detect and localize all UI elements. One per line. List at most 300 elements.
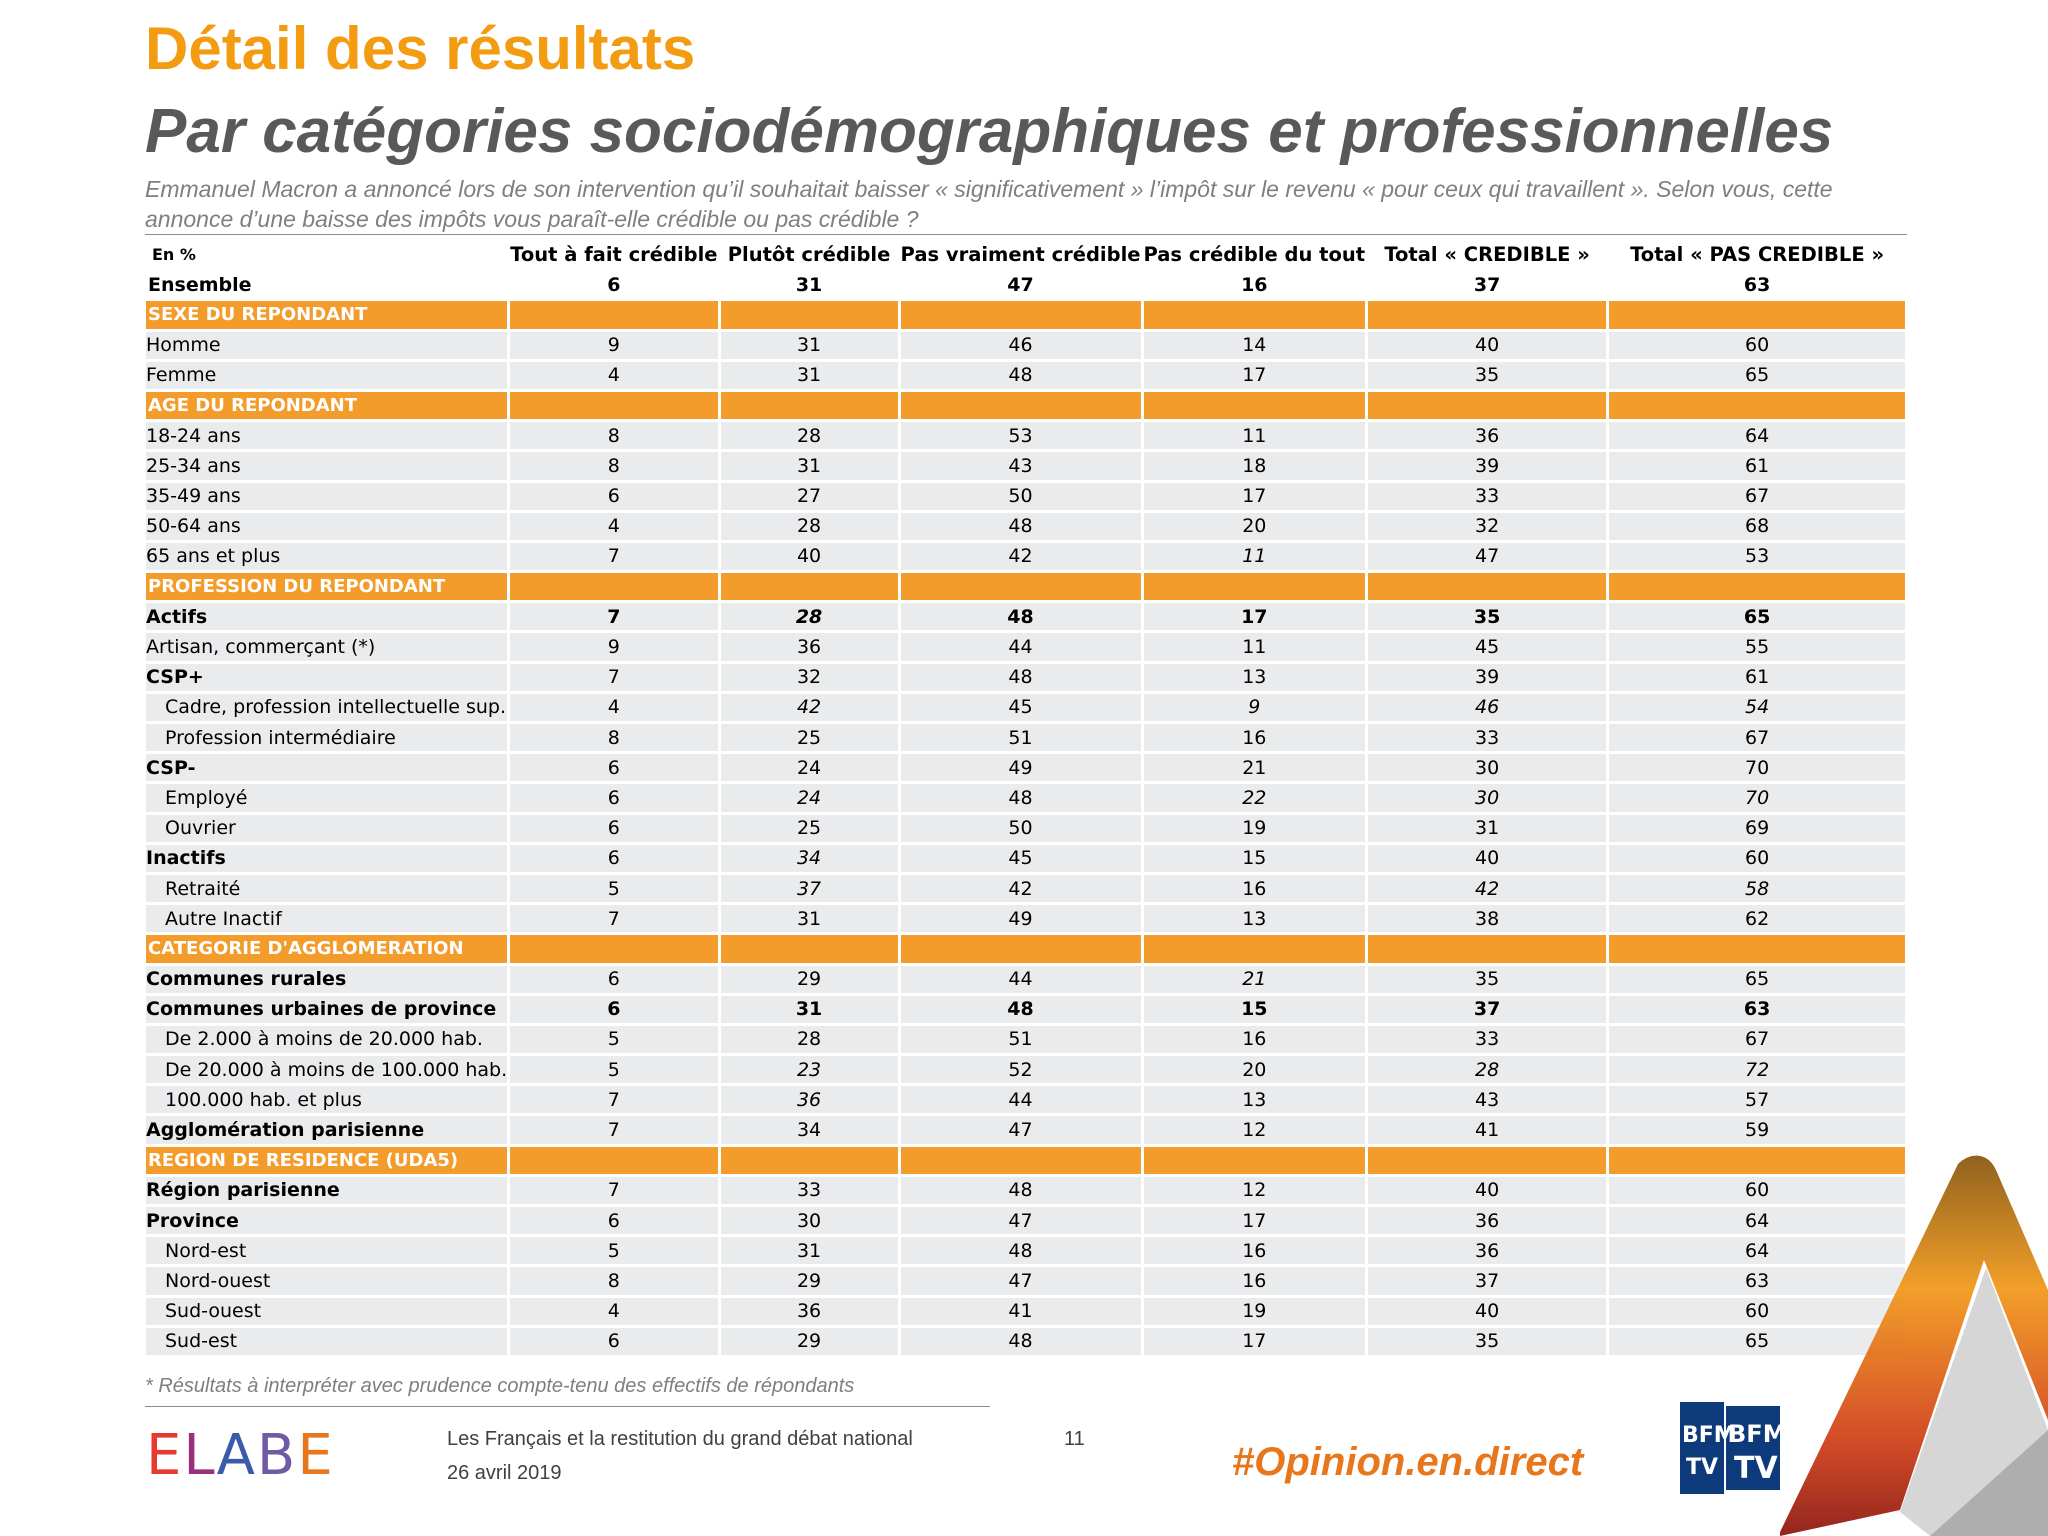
logo-letter: E (146, 1423, 184, 1488)
row-label: Communes urbaines de province (146, 996, 507, 1023)
table-cell: 38 (1368, 905, 1606, 932)
table-cell: 33 (1368, 483, 1606, 510)
table-cell: 16 (1144, 1026, 1366, 1053)
table-cell: 41 (901, 1298, 1141, 1325)
table-row (146, 966, 1905, 993)
table-cell: 65 (1609, 1328, 1905, 1355)
table-cell: 48 (901, 603, 1141, 630)
table-row (146, 452, 1905, 479)
table-cell: 8 (510, 452, 717, 479)
table-cell: 12 (1144, 1116, 1366, 1143)
table-cell: 48 (901, 664, 1141, 691)
column-header: Total « CREDIBLE » (1368, 241, 1606, 268)
elabe-logo (146, 1423, 335, 1488)
table-cell: 36 (1368, 1207, 1606, 1234)
row-label: 18-24 ans (146, 422, 507, 449)
table-cell: 7 (510, 603, 717, 630)
table-cell: 31 (1368, 815, 1606, 842)
logo-letter: B (256, 1423, 298, 1488)
row-label: SEXE DU REPONDANT (146, 301, 507, 328)
table-cell: 6 (510, 966, 717, 993)
table-cell: 21 (1144, 754, 1366, 781)
row-label: 65 ans et plus (146, 543, 507, 570)
table-cell: 36 (721, 1086, 898, 1113)
table-cell: 44 (901, 633, 1141, 660)
row-label: Nord-ouest (146, 1267, 507, 1294)
table-cell: 58 (1609, 875, 1905, 902)
table-row (146, 1026, 1905, 1053)
table-cell: 4 (510, 694, 717, 721)
table-cell: 35 (1368, 362, 1606, 389)
table-row (146, 603, 1905, 630)
table-row (146, 784, 1905, 811)
table-cell: 15 (1144, 996, 1366, 1023)
table-cell: 50 (901, 815, 1141, 842)
table-cell: 47 (901, 1207, 1141, 1234)
table-row (146, 422, 1905, 449)
table-cell: 50 (901, 483, 1141, 510)
row-label: Employé (146, 784, 507, 811)
study-date: 26 avril 2019 (447, 1462, 562, 1484)
table-cell (1144, 301, 1366, 328)
table-cell: 8 (510, 724, 717, 751)
table-row (146, 1328, 1905, 1355)
row-label: Province (146, 1207, 507, 1234)
row-label: CATEGORIE D'AGGLOMERATION (146, 935, 507, 962)
row-label: Retraité (146, 875, 507, 902)
table-cell (1368, 573, 1606, 600)
hashtag: #Opinion.en.direct (1232, 1440, 1584, 1484)
table-cell: 20 (1144, 513, 1366, 540)
bfm-tv-logo (1680, 1402, 1787, 1494)
table-cell: 40 (1368, 845, 1606, 872)
table-cell: 35 (1368, 603, 1606, 630)
row-label: De 20.000 à moins de 100.000 hab. (146, 1056, 507, 1083)
table-cell: 7 (510, 543, 717, 570)
table-section-row (146, 935, 1905, 962)
table-cell (1144, 392, 1366, 419)
row-label: CSP- (146, 754, 507, 781)
table-cell (510, 573, 717, 600)
table-cell: 8 (510, 1267, 717, 1294)
table-row (146, 845, 1905, 872)
table-cell: 43 (901, 452, 1141, 479)
page-subtitle: Par catégories sociodémographiques et professionnelles (145, 97, 1834, 166)
table-cell: 48 (901, 362, 1141, 389)
table-cell (1609, 301, 1905, 328)
table-cell: 13 (1144, 664, 1366, 691)
table-cell: 67 (1609, 483, 1905, 510)
row-label: 35-49 ans (146, 483, 507, 510)
table-cell: 48 (901, 1177, 1141, 1204)
table-cell: 28 (1368, 1056, 1606, 1083)
row-label: Artisan, commerçant (*) (146, 633, 507, 660)
table-cell: 33 (1368, 724, 1606, 751)
table-cell: 9 (510, 633, 717, 660)
table-cell: 67 (1609, 1026, 1905, 1053)
table-cell: 20 (1144, 1056, 1366, 1083)
table-cell: 14 (1144, 332, 1366, 359)
table-cell: 62 (1609, 905, 1905, 932)
table-cell: 37 (1368, 1267, 1606, 1294)
table-cell: 60 (1609, 1177, 1905, 1204)
table-cell: 21 (1144, 966, 1366, 993)
table-cell: 28 (721, 1026, 898, 1053)
column-header: Total « PAS CREDIBLE » (1609, 241, 1905, 268)
table-cell: 17 (1144, 362, 1366, 389)
study-title: Les Français et la restitution du grand débat national (447, 1428, 913, 1450)
logo-letter: E (297, 1423, 335, 1488)
table-cell: 32 (1368, 513, 1606, 540)
table-cell: 36 (721, 633, 898, 660)
table-cell: 5 (510, 875, 717, 902)
table-cell: 6 (510, 1207, 717, 1234)
table-cell: 42 (721, 694, 898, 721)
table-row (146, 1056, 1905, 1083)
table-cell: 5 (510, 1056, 717, 1083)
table-cell: 5 (510, 1026, 717, 1053)
table-cell: 4 (510, 362, 717, 389)
table-cell: 7 (510, 1116, 717, 1143)
row-label: Profession intermédiaire (146, 724, 507, 751)
svg-text:TV: TV (1734, 1451, 1778, 1486)
row-label: Sud-est (146, 1328, 507, 1355)
table-row (146, 633, 1905, 660)
table-cell: 37 (1368, 271, 1606, 298)
table-cell (1144, 573, 1366, 600)
table-cell: 55 (1609, 633, 1905, 660)
survey-question: Emmanuel Macron a annoncé lors de son intervention qu’il souhaitait baisser « significativement » l’impôt sur le revenu « pour ceux qui travaillent ». Selon vous, cette annonce d’une baisse des impôts vous paraît-elle crédible ou pas crédible ? (145, 176, 1833, 232)
table-cell: 4 (510, 1298, 717, 1325)
table-cell: 16 (1144, 271, 1366, 298)
study-info (447, 1422, 913, 1490)
table-cell (1368, 935, 1606, 962)
table-cell: 36 (1368, 422, 1606, 449)
table-cell: 46 (901, 332, 1141, 359)
table-cell (901, 301, 1141, 328)
page-number: 11 (1064, 1428, 1085, 1450)
row-label: REGION DE RESIDENCE (UDA5) (146, 1147, 507, 1174)
table-cell: 44 (901, 966, 1141, 993)
svg-text:BFM: BFM (1682, 1423, 1736, 1448)
table-cell: 60 (1609, 845, 1905, 872)
table-row (146, 1298, 1905, 1325)
table-cell (1368, 301, 1606, 328)
table-cell (1609, 573, 1905, 600)
row-label: Cadre, profession intellectuelle sup. (146, 694, 507, 721)
row-label: Sud-ouest (146, 1298, 507, 1325)
table-cell: 67 (1609, 724, 1905, 751)
table-cell: 51 (901, 1026, 1141, 1053)
table-cell (721, 301, 898, 328)
row-label: PROFESSION DU REPONDANT (146, 573, 507, 600)
table-section-row (146, 1147, 1905, 1174)
table-cell: 16 (1144, 1237, 1366, 1264)
table-cell: 43 (1368, 1086, 1606, 1113)
table-cell (1144, 935, 1366, 962)
table-cell: 30 (1368, 784, 1606, 811)
table-cell: 63 (1609, 996, 1905, 1023)
logo-letter: A (216, 1423, 257, 1488)
table-row (146, 332, 1905, 359)
table-cell: 16 (1144, 724, 1366, 751)
table-cell: 35 (1368, 966, 1606, 993)
column-header: Tout à fait crédible (510, 241, 717, 268)
row-label: Femme (146, 362, 507, 389)
table-cell: 70 (1609, 784, 1905, 811)
table-cell: 48 (901, 996, 1141, 1023)
table-cell: 17 (1144, 603, 1366, 630)
table-row (146, 1177, 1905, 1204)
svg-text:BFM: BFM (1728, 1420, 1787, 1448)
row-label: Homme (146, 332, 507, 359)
table-header-row (146, 241, 1905, 268)
table-section-row (146, 301, 1905, 328)
row-label: Actifs (146, 603, 507, 630)
table-cell (510, 392, 717, 419)
table-cell (1609, 392, 1905, 419)
table-cell: 17 (1144, 1328, 1366, 1355)
table-cell: 6 (510, 754, 717, 781)
table-cell: 7 (510, 1086, 717, 1113)
footnote-divider (145, 1406, 990, 1407)
table-cell: 41 (1368, 1116, 1606, 1143)
table-cell: 24 (721, 784, 898, 811)
table-cell: 40 (1368, 332, 1606, 359)
table-row (146, 664, 1905, 691)
table-cell (1144, 1147, 1366, 1174)
table-cell: 39 (1368, 664, 1606, 691)
row-label: De 2.000 à moins de 20.000 hab. (146, 1026, 507, 1053)
row-label: 100.000 hab. et plus (146, 1086, 507, 1113)
table-row (146, 815, 1905, 842)
table-cell: 29 (721, 966, 898, 993)
table-cell: 5 (510, 1237, 717, 1264)
table-cell: 25 (721, 815, 898, 842)
table-cell: 45 (901, 694, 1141, 721)
table-cell: 37 (1368, 996, 1606, 1023)
logo-letter: L (183, 1423, 217, 1488)
table-cell: 70 (1609, 754, 1905, 781)
table-section-row (146, 392, 1905, 419)
row-label: 25-34 ans (146, 452, 507, 479)
table-cell: 15 (1144, 845, 1366, 872)
table-cell: 68 (1609, 513, 1905, 540)
table-cell (1609, 935, 1905, 962)
table-row (146, 1116, 1905, 1143)
row-label: Inactifs (146, 845, 507, 872)
table-cell: 40 (1368, 1298, 1606, 1325)
table-cell: 19 (1144, 1298, 1366, 1325)
table-cell: 12 (1144, 1177, 1366, 1204)
table-cell: 49 (901, 754, 1141, 781)
table-cell (901, 935, 1141, 962)
table-row (146, 875, 1905, 902)
column-header: Plutôt crédible (721, 241, 898, 268)
table-cell: 47 (901, 271, 1141, 298)
table-cell: 8 (510, 422, 717, 449)
table-cell: 31 (721, 332, 898, 359)
table-cell (901, 392, 1141, 419)
column-header: En % (146, 241, 507, 268)
row-label: CSP+ (146, 664, 507, 691)
table-cell: 34 (721, 1116, 898, 1143)
table-section-row (146, 573, 1905, 600)
column-header: Pas vraiment crédible (901, 241, 1141, 268)
table-row (146, 543, 1905, 570)
table-cell (721, 573, 898, 600)
table-cell: 31 (721, 1237, 898, 1264)
table-cell: 18 (1144, 452, 1366, 479)
table-cell: 60 (1609, 1298, 1905, 1325)
row-label: Ensemble (146, 271, 507, 298)
table-cell (510, 301, 717, 328)
results-table (143, 238, 1908, 1358)
row-label: Autre Inactif (146, 905, 507, 932)
table-cell: 61 (1609, 452, 1905, 479)
table-cell: 52 (901, 1056, 1141, 1083)
table-cell: 42 (901, 543, 1141, 570)
table-cell: 19 (1144, 815, 1366, 842)
table-cell: 36 (721, 1298, 898, 1325)
table-cell: 34 (721, 845, 898, 872)
table-cell: 48 (901, 513, 1141, 540)
table-cell: 31 (721, 362, 898, 389)
table-cell: 16 (1144, 1267, 1366, 1294)
table-cell: 25 (721, 724, 898, 751)
table-row (146, 513, 1905, 540)
table-row (146, 1086, 1905, 1113)
column-header: Pas crédible du tout (1144, 241, 1366, 268)
table-row (146, 754, 1905, 781)
row-label: Nord-est (146, 1237, 507, 1264)
table-cell: 30 (721, 1207, 898, 1234)
table-cell: 22 (1144, 784, 1366, 811)
table-cell (1368, 1147, 1606, 1174)
table-cell: 28 (721, 422, 898, 449)
table-cell: 7 (510, 1177, 717, 1204)
decorative-a-shape (1780, 1140, 2048, 1536)
table-cell: 45 (1368, 633, 1606, 660)
table-cell: 32 (721, 664, 898, 691)
table-cell: 17 (1144, 483, 1366, 510)
table-cell: 42 (901, 875, 1141, 902)
table-cell: 31 (721, 452, 898, 479)
row-label: AGE DU REPONDANT (146, 392, 507, 419)
table-cell (901, 1147, 1141, 1174)
table-cell (721, 392, 898, 419)
table-cell: 7 (510, 905, 717, 932)
row-label: 50-64 ans (146, 513, 507, 540)
table-row (146, 694, 1905, 721)
table-cell: 6 (510, 271, 717, 298)
table-cell: 9 (510, 332, 717, 359)
table-cell (901, 573, 1141, 600)
table-cell (510, 935, 717, 962)
table-cell: 64 (1609, 1207, 1905, 1234)
table-cell (510, 1147, 717, 1174)
table-cell: 51 (901, 724, 1141, 751)
table-row (146, 1207, 1905, 1234)
row-label: Agglomération parisienne (146, 1116, 507, 1143)
table-cell: 37 (721, 875, 898, 902)
table-cell: 7 (510, 664, 717, 691)
table-cell: 27 (721, 483, 898, 510)
table-cell: 54 (1609, 694, 1905, 721)
table-cell: 11 (1144, 543, 1366, 570)
table-cell: 6 (510, 845, 717, 872)
table-cell: 40 (1368, 1177, 1606, 1204)
table-cell: 64 (1609, 422, 1905, 449)
table-cell: 28 (721, 513, 898, 540)
table-cell: 29 (721, 1328, 898, 1355)
table-cell: 36 (1368, 1237, 1606, 1264)
table-cell: 63 (1609, 1267, 1905, 1294)
page-title: Détail des résultats (145, 15, 696, 82)
table-cell: 44 (901, 1086, 1141, 1113)
row-label: Communes rurales (146, 966, 507, 993)
table-cell: 6 (510, 996, 717, 1023)
table-cell: 30 (1368, 754, 1606, 781)
table-row (146, 996, 1905, 1023)
table-cell: 6 (510, 1328, 717, 1355)
table-cell (721, 1147, 898, 1174)
table-cell: 65 (1609, 966, 1905, 993)
table-cell: 17 (1144, 1207, 1366, 1234)
table-cell: 60 (1609, 332, 1905, 359)
table-cell: 31 (721, 905, 898, 932)
table-cell: 42 (1368, 875, 1606, 902)
table-cell: 31 (721, 271, 898, 298)
table-cell: 48 (901, 1237, 1141, 1264)
question-divider (145, 234, 1907, 235)
table-row (146, 1237, 1905, 1264)
footnote: * Résultats à interpréter avec prudence compte-tenu des effectifs de répondants (145, 1375, 855, 1397)
table-cell (1368, 392, 1606, 419)
table-cell: 23 (721, 1056, 898, 1083)
table-cell: 48 (901, 1328, 1141, 1355)
table-cell: 35 (1368, 1328, 1606, 1355)
table-cell: 24 (721, 754, 898, 781)
table-cell: 47 (901, 1267, 1141, 1294)
table-cell: 13 (1144, 905, 1366, 932)
table-row (146, 271, 1905, 298)
table-cell: 46 (1368, 694, 1606, 721)
table-cell: 57 (1609, 1086, 1905, 1113)
table-cell: 28 (721, 603, 898, 630)
table-cell: 11 (1144, 633, 1366, 660)
table-cell: 64 (1609, 1237, 1905, 1264)
table-cell: 29 (721, 1267, 898, 1294)
table-cell: 9 (1144, 694, 1366, 721)
row-label: Ouvrier (146, 815, 507, 842)
table-cell: 13 (1144, 1086, 1366, 1113)
table-cell: 33 (721, 1177, 898, 1204)
table-cell: 47 (1368, 543, 1606, 570)
table-cell: 65 (1609, 603, 1905, 630)
table-row (146, 483, 1905, 510)
table-cell: 6 (510, 815, 717, 842)
table-cell: 6 (510, 483, 717, 510)
table-cell: 53 (1609, 543, 1905, 570)
table-cell: 72 (1609, 1056, 1905, 1083)
table-cell: 11 (1144, 422, 1366, 449)
table-cell: 65 (1609, 362, 1905, 389)
table-cell: 6 (510, 784, 717, 811)
table-cell: 61 (1609, 664, 1905, 691)
table-row (146, 362, 1905, 389)
table-cell: 39 (1368, 452, 1606, 479)
